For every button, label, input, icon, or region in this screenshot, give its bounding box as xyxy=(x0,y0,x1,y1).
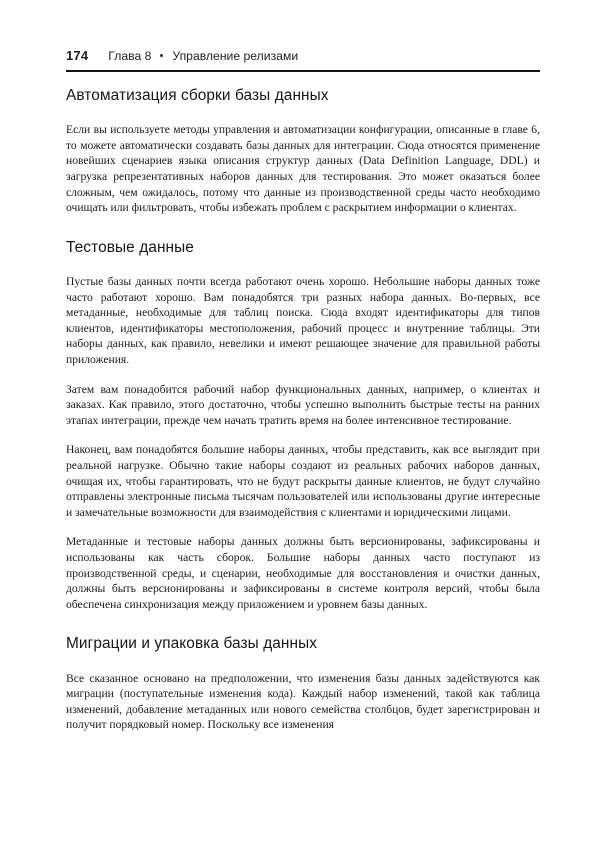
spacer xyxy=(66,105,540,122)
spacer xyxy=(66,216,540,238)
spacer xyxy=(66,257,540,274)
page-number: 174 xyxy=(66,48,89,63)
header-rule xyxy=(66,70,540,72)
spacer xyxy=(66,368,540,382)
section-heading-migrations: Миграции и упаковка базы данных xyxy=(66,635,318,653)
spacer xyxy=(66,428,540,442)
paragraph: Все сказанное основано на предположении, что изменения базы данных задействуются как миграции (поступательные изменения кода). Каждый набор изменений, такой как таблица изменений, добавление метаданных или нового семейства столбцов, будет зарегистрирован и получит порядковый номер. Поскольку все изменения xyxy=(66,671,540,732)
bullet-separator-icon xyxy=(160,54,163,57)
spacer xyxy=(66,520,540,534)
text-flow xyxy=(66,86,540,733)
spacer xyxy=(66,612,540,634)
section-heading-automation: Автоматизация сборки базы данных xyxy=(66,87,329,104)
spacer xyxy=(66,654,540,671)
section-heading-test-data: Тестовые данные xyxy=(66,238,194,256)
running-header xyxy=(66,48,540,63)
paragraph: Пустые базы данных почти всегда работают очень хорошо. Небольшие наборы данных тоже часто работают хорошо. Вам понадобятся три разных набора данных. Во-первых, все метаданные, необходимые для таблиц поиска. Сюда входят идентификаторы для типов клиентов, идентификаторы местоположения, рабочий процесс и внутренние таблицы. Эти наборы данных, как правило, невелики и имеют решающее значение для правильной работы приложения. xyxy=(66,275,540,367)
paragraph: Наконец, вам понадобятся большие наборы данных, чтобы представить, как все выглядит при реальной нагрузке. Обычно такие наборы создают из реальных рабочих наборов данных, очищая их, чтобы гарантировать, что не будут раскрыты данные клиентов, не будут случайно отправлены электронные письма тысячам пользователей или использованы другие интересные и замечательные возможности для взаимодействия с клиентами и юридическими лицами. xyxy=(66,443,540,519)
chapter-title: Управление релизами xyxy=(172,49,299,63)
paragraph: Если вы используете методы управления и автоматизации конфигурации, описанные в главе 6, то можете автоматически создавать базы данных для интеграции. Сюда относятся применение новейших сценариев языка описания структур данных (Data Definition Language, DDL) и загрузка репрезентативных наборов данных для тестирования. Это может оказаться более сложным, чем ожидалось, потому что данные из производственной среды часто необходимо очищать или фильтровать, чтобы избежать проблем с раскрытием информации о клиентах. xyxy=(66,123,540,215)
chapter-label: Глава 8 xyxy=(108,49,152,63)
paragraph: Метаданные и тестовые наборы данных должны быть версионированы, зафиксированы и использованы как часть сборок. Большие наборы данных часто поступают из производственной среды, и сценарии, необходимые для восстановления и очистки данных, должны быть версионированы и зафиксированы в системе контроля версий, чтобы была обеспечена синхронизация между приложением и уровнем базы данных. xyxy=(66,535,540,611)
paragraph: Затем вам понадобится рабочий набор функциональных данных, например, о клиентах и заказах. Как правило, этого достаточно, чтобы успешно выполнить быстрые тесты на ранних этапах интеграции, прежде чем начать тратить время на более интенсивное тестирование. xyxy=(66,382,540,427)
